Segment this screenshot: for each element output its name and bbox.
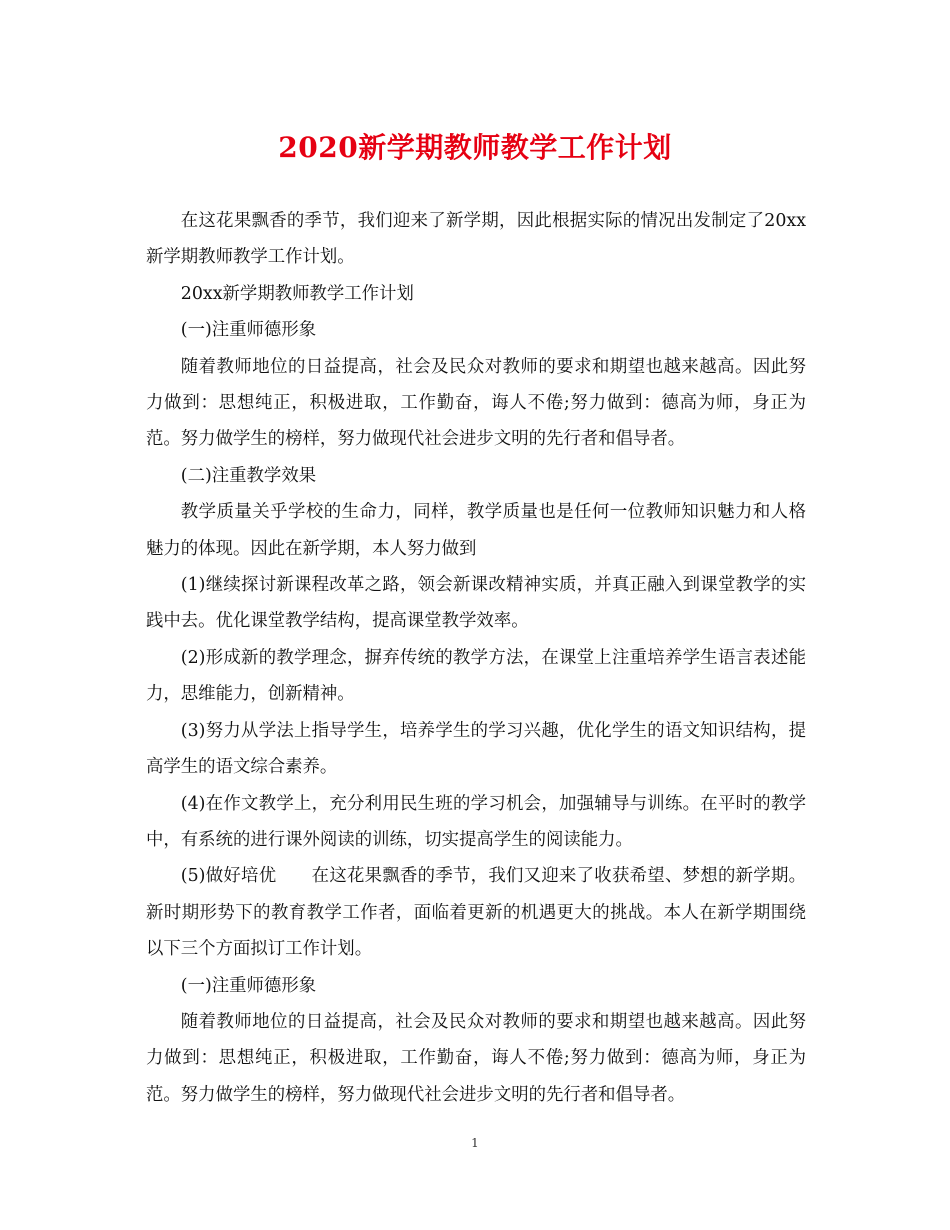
document-title: 2020新学期教师教学工作计划 (278, 131, 672, 164)
paragraph-ethics-repeat: 随着教师地位的日益提高，社会及民众对教师的要求和期望也越来越高。因此努力做到：思想纯正，积极进取，工作勤奋，诲人不倦;努力做到：德高为师，身正为范。努力做学生的榜样，努力做现代社会进步文明的先行者和倡导者。 (146, 1011, 806, 1105)
list-item-4: (4)在作文教学上，充分利用民生班的学习机会，加强辅导与训练。在平时的教学中，有系统的进行课外阅读的训练，切实提高学生的阅读能力。 (146, 793, 806, 850)
paragraph-ethics: 随着教师地位的日益提高，社会及民众对教师的要求和期望也越来越高。因此努力做到：思想纯正，积极进取，工作勤奋，诲人不倦;努力做到：德高为师，身正为范。努力做学生的榜样，努力做现代社会进步文明的先行者和倡导者。 (146, 356, 806, 450)
page-number: 1 (471, 1136, 479, 1150)
list-item-3: (3)努力从学法上指导学生，培养学生的学习兴趣，优化学生的语文知识结构，提高学生的语文综合素养。 (146, 720, 806, 778)
paragraph-intro: 在这花果飘香的季节，我们迎来了新学期，因此根据实际的情况出发制定了20xx新学期教师教学工作计划。 (146, 211, 806, 268)
list-item-1: (1)继续探讨新课程改革之路，领会新课改精神实质，并真正融入到课堂教学的实践中去。优化课堂教学结构，提高课堂教学效率。 (146, 575, 806, 632)
list-item-5: (5)做好培优 在这花果飘香的季节，我们又迎来了收获希望、梦想的新学期。新时期形势下的教育教学工作者，面临着更新的机遇更大的挑战。本人在新学期围绕以下三个方面拟订工作计划。 (146, 866, 806, 960)
section-heading-ethics-repeat: (一)注重师德形象 (180, 975, 317, 996)
paragraph-subtitle: 20xx新学期教师教学工作计划 (180, 283, 414, 304)
document-body (146, 203, 806, 1113)
list-item-2: (2)形成新的教学理念，摒弃传统的教学方法，在课堂上注重培养学生语言表述能力，思维能力，创新精神。 (146, 647, 806, 705)
paragraph-teaching-quality: 教学质量关乎学校的生命力，同样，教学质量也是任何一位教师知识魅力和人格魅力的体现。因此在新学期，本人努力做到 (146, 502, 806, 559)
section-heading-teaching-effect: (二)注重教学效果 (180, 465, 317, 486)
section-heading-ethics: (一)注重师德形象 (180, 320, 317, 341)
